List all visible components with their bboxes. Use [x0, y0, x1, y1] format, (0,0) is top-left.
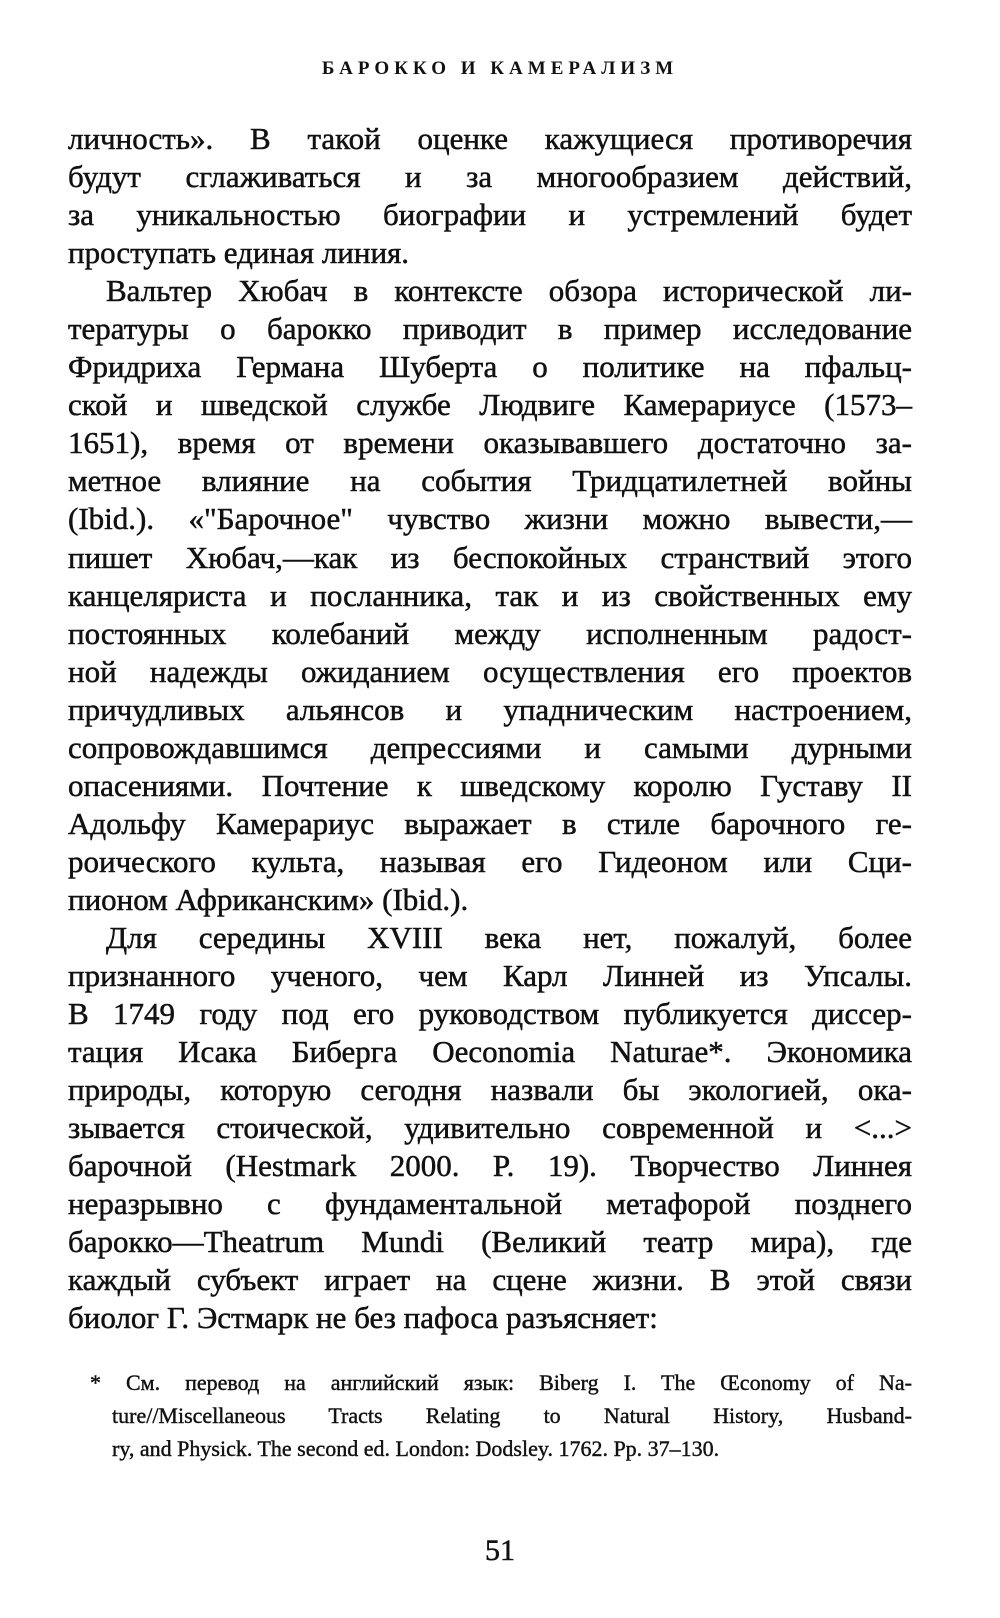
footnote [90, 1366, 912, 1465]
body-text [68, 120, 912, 1338]
text-line: барочной (Hestmark 2000. P. 19). Творчество Линнея [68, 1148, 912, 1184]
text-line: Адольфу Камерариус выражает в стиле барочного ге- [68, 805, 912, 841]
text-line: метное влияние на события Тридцатилетней войны [68, 463, 912, 499]
text-line: Вальтер Хюбач в контексте обзора исторической ли- [106, 273, 912, 309]
text-line: личность». В такой оценке кажущиеся противоречия [68, 121, 912, 156]
text-line: природы, которую сегодня назвали бы экологией, ока- [68, 1072, 912, 1108]
text-line: ной надежды ожиданием осуществления его проектов [68, 653, 912, 689]
text-line: тация Исака Биберга Oeconomia Naturae*. Экономика [68, 1034, 912, 1070]
footnote-line: * См. перевод на английский язык: Biberg I. The Œconomy of Na- [90, 1370, 912, 1395]
text-line: постоянных колебаний между исполненным радост- [68, 615, 912, 651]
text-line: Фридриха Германа Шуберта о политике на пфальц- [68, 349, 912, 385]
footnote-line: ry, and Physick. The second ed. London: Dodsley. 1762. Pp. 37–130. [112, 1436, 720, 1461]
text-line: за уникальностью биографии и устремлений будет [68, 197, 912, 233]
text-line: барокко—Theatrum Mundi (Великий театр мира), где [68, 1224, 912, 1260]
running-head: БАРОККО И КАМЕРАЛИЗМ [321, 58, 679, 79]
text-line: проступать единая линия. [68, 235, 410, 271]
text-line: пишет Хюбач,—как из беспокойных странствий этого [68, 539, 912, 575]
page-number: 51 [485, 1534, 515, 1567]
text-line: неразрывно с фундаментальной метафорой позднего [68, 1186, 912, 1222]
text-line: канцеляриста и посланника, так и из свойственных ему [68, 577, 912, 613]
text-line: (Ibid.). «"Барочное" чувство жизни можно вывести,— [68, 501, 912, 537]
text-line: 1651), время от времени оказывавшего достаточно за- [68, 425, 912, 461]
text-line: причудливых альянсов и упадническим настроением, [68, 691, 912, 727]
text-line: каждый субъект играет на сцене жизни. В этой связи [68, 1262, 912, 1298]
text-line: опасениями. Почтение к шведскому королю Густаву II [68, 767, 912, 803]
text-line: будут сглаживаться и за многообразием действий, [68, 159, 912, 195]
text-line: пионом Африканским» (Ibid.). [68, 881, 469, 917]
text-line: зывается стоической, удивительно современной и <...> [68, 1110, 912, 1146]
text-line: роического культа, называя его Гидеоном или Сци- [68, 843, 912, 879]
text-line: ской и шведской службе Людвиге Камерариусе (1573– [68, 387, 912, 423]
text-line: сопровождавшимся депрессиями и самыми дурными [68, 729, 912, 765]
text-line: биолог Г. Эстмарк не без пафоса разъясняет: [68, 1300, 658, 1336]
footnote-line: ture//Miscellaneous Tracts Relating to Natural History, Husband- [112, 1403, 912, 1428]
text-line: Для середины XVIII века нет, пожалуй, более [106, 919, 912, 955]
text-line: В 1749 году под его руководством публикуется диссер- [68, 996, 912, 1032]
text-line: признанного ученого, чем Карл Линней из Упсалы. [68, 958, 912, 994]
text-line: тературы о барокко приводит в пример исследование [68, 311, 912, 347]
